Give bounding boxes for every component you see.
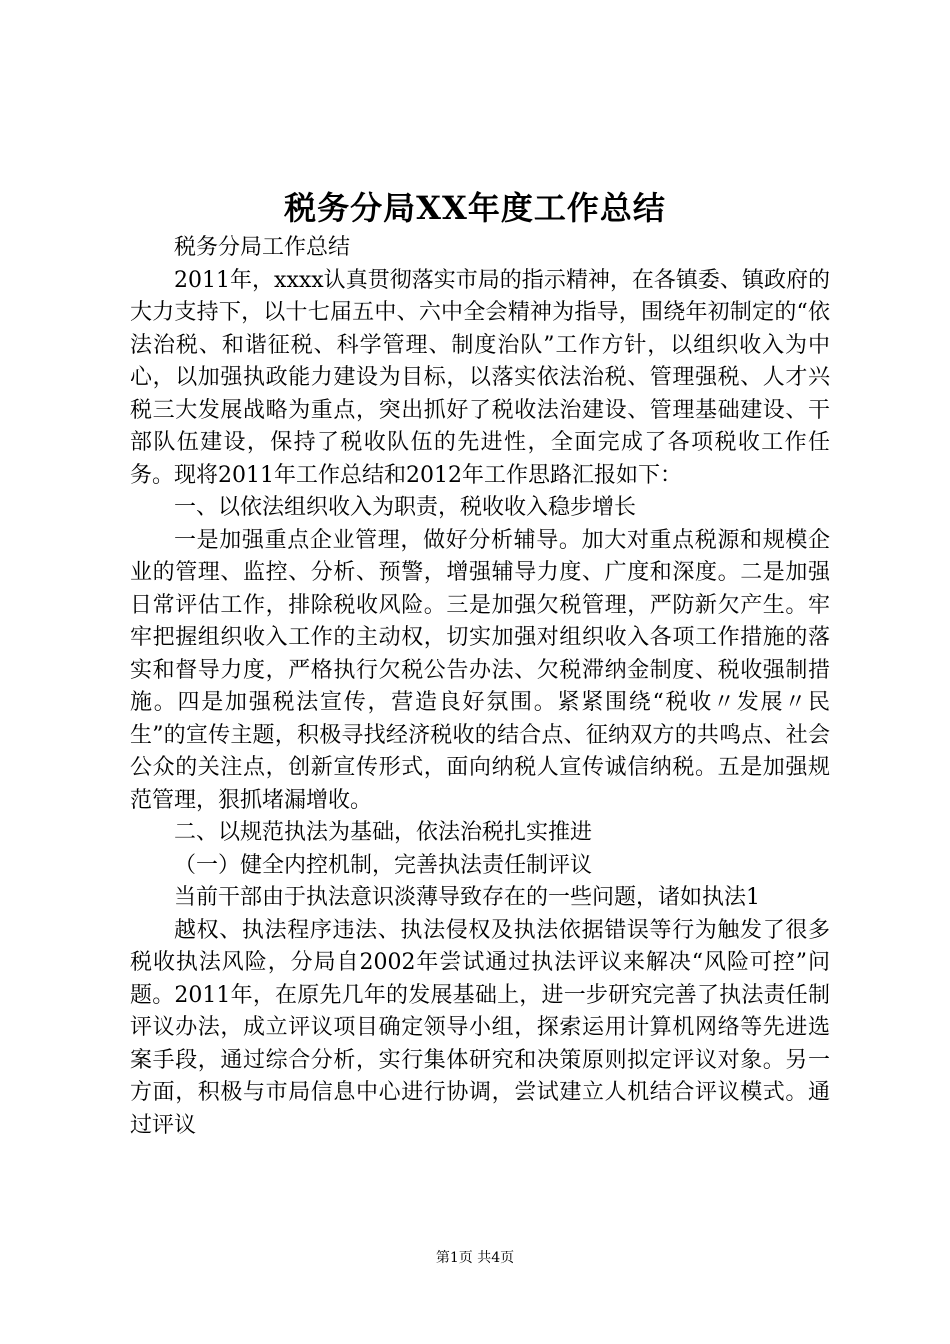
section-heading-2: 二、以规范执法为基础，依法治税扎实推进 [174,820,593,845]
paragraph-intro: 2011年，xxxx认真贯彻落实市局的指示精神，在各镇委、镇政府的大力支持下，以十七届五中、六中全会精神为指导，围绕年初制定的“依法治税、和谐征税、科学管理、制度治队”工作方针，以组织收入为中心，以加强执政能力建设为目标，以落实依法治税、管理强税、人才兴税三大发展战略为重点，突出抓好了税收法治建设、管理基础建设、干部队伍建设，保持了税收队伍的先进性，全面完成了各项税收工作任务。现将2011年工作总结和2012年工作思路汇报如下： [130,267,830,488]
paragraph-subsection-1b: 越权、执法程序违法、执法侵权及执法依据错误等行为触发了很多税收执法风险，分局自2002年尝试通过执法评议来解决“风险可控”问题。2011年，在原先几年的发展基础上，进一步研究完善了执法责任制评议办法，成立评议项目确定领导小组，探索运用计算机网络等先进选案手段，通过综合分析，实行集体研究和决策原则拟定评议对象。另一方面，积极与市局信息中心进行协调，尝试建立人机结合评议模式。通过评议 [130,917,830,1138]
document-title: 税务分局XX年度工作总结 [284,189,666,227]
paragraph-section-1: 一是加强重点企业管理，做好分析辅导。加大对重点税源和规模企业的管理、监控、分析、预警，增强辅导力度、广度和深度。二是加强日常评估工作，排除税收风险。三是加强欠税管理，严防新欠产生。牢牢把握组织收入工作的主动权，切实加强对组织收入各项工作措施的落实和督导力度，严格执行欠税公告办法、欠税滞纳金制度、税收强制措施。四是加强税法宣传，营造良好氛围。紧紧围绕“税收〃发展〃民生”的宣传主题，积极寻找经济税收的结合点、征纳双方的共鸣点、社会公众的关注点，创新宣传形式，面向纳税人宣传诚信纳税。五是加强规范管理，狠抓堵漏增收。 [130,527,830,813]
paragraph-subsection-1a: 当前干部由于执法意识淡薄导致存在的一些问题，诸如执法1 [174,885,760,910]
subsection-heading-1: （一）健全内控机制，完善执法责任制评议 [174,852,593,878]
page-number-footer: 第1页 共4页 [435,1250,515,1266]
section-heading-1: 一、以依法组织收入为职责，税收收入稳步增长 [174,495,637,520]
document-body [130,232,830,1142]
paragraph-subtitle: 税务分局工作总结 [174,235,351,260]
